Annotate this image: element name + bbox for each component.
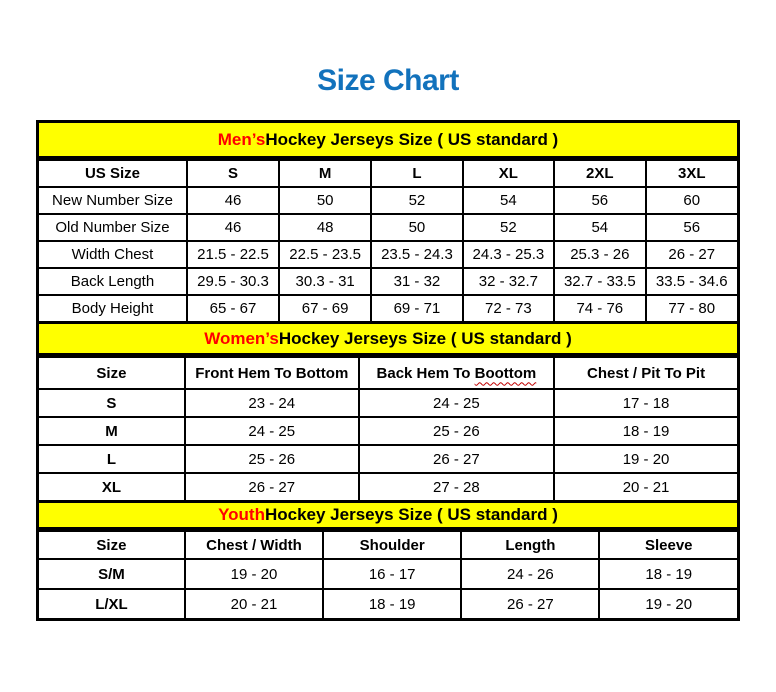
value-cell: 17 - 18: [554, 389, 737, 417]
value-cell: 21.5 - 22.5: [187, 241, 279, 268]
table-row: [39, 417, 737, 445]
table-row: [39, 559, 737, 589]
value-cell: 19 - 20: [554, 445, 737, 473]
value-cell: 18 - 19: [599, 559, 737, 589]
column-header: US Size: [39, 160, 187, 187]
table-row: [39, 295, 737, 321]
section-banner-women: [39, 321, 737, 356]
value-cell: 52: [371, 187, 462, 214]
row-label-cell: Body Height: [39, 295, 187, 321]
value-cell: 24 - 25: [185, 417, 359, 445]
value-cell: 50: [279, 187, 371, 214]
value-cell: 18 - 19: [554, 417, 737, 445]
row-label-cell: S/M: [39, 559, 185, 589]
page-title: Size Chart: [317, 64, 459, 97]
value-cell: 31 - 32: [371, 268, 462, 295]
value-cell: 27 - 28: [359, 473, 554, 500]
column-header: S: [187, 160, 279, 187]
section-table-women: [39, 356, 737, 500]
value-cell: 60: [646, 187, 737, 214]
section-banner-men: [39, 123, 737, 159]
column-header: Chest / Pit To Pit: [554, 357, 737, 389]
column-header: Front Hem To Bottom: [185, 357, 359, 389]
table-row: [39, 187, 737, 214]
section-table-youth: [39, 530, 737, 618]
section-banner-text-youth: Hockey Jerseys Size ( US standard ): [264, 505, 558, 524]
value-cell: 19 - 20: [185, 559, 323, 589]
value-cell: 77 - 80: [646, 295, 737, 321]
value-cell: 18 - 19: [323, 589, 461, 618]
value-cell: 26 - 27: [461, 589, 599, 618]
section-banner-text-men: Hockey Jerseys Size ( US standard ): [265, 129, 559, 149]
section-table-men: [39, 159, 737, 321]
section-banner-accent-youth: Youth: [218, 505, 265, 524]
column-header: M: [279, 160, 371, 187]
table-row: [39, 473, 737, 500]
value-cell: 26 - 27: [359, 445, 554, 473]
row-label-cell: Width Chest: [39, 241, 187, 268]
row-label-cell: S: [39, 389, 185, 417]
column-header: Back Hem To Boottom: [359, 357, 554, 389]
table-row: [39, 589, 737, 618]
value-cell: 20 - 21: [185, 589, 323, 618]
value-cell: 30.3 - 31: [279, 268, 371, 295]
row-label-cell: L/XL: [39, 589, 185, 618]
table-row: [39, 241, 737, 268]
value-cell: 50: [371, 214, 462, 241]
column-header: 2XL: [554, 160, 645, 187]
column-header: Length: [461, 531, 599, 559]
column-header: Size: [39, 531, 185, 559]
value-cell: 23 - 24: [185, 389, 359, 417]
value-cell: 26 - 27: [185, 473, 359, 500]
value-cell: 23.5 - 24.3: [371, 241, 462, 268]
column-header: Sleeve: [599, 531, 737, 559]
section-banner-accent-women: Women’s: [204, 328, 279, 348]
value-cell: 25 - 26: [185, 445, 359, 473]
table-row: [39, 389, 737, 417]
size-chart-tables: [36, 120, 740, 621]
value-cell: 25.3 - 26: [554, 241, 645, 268]
value-cell: 46: [187, 214, 279, 241]
value-cell: 20 - 21: [554, 473, 737, 500]
column-header-row-youth: [39, 531, 737, 559]
value-cell: 56: [646, 214, 737, 241]
row-label-cell: New Number Size: [39, 187, 187, 214]
value-cell: 24.3 - 25.3: [463, 241, 554, 268]
value-cell: 16 - 17: [323, 559, 461, 589]
column-header: Shoulder: [323, 531, 461, 559]
row-label-cell: XL: [39, 473, 185, 500]
value-cell: 74 - 76: [554, 295, 645, 321]
value-cell: 56: [554, 187, 645, 214]
value-cell: 19 - 20: [599, 589, 737, 618]
row-label-cell: Old Number Size: [39, 214, 187, 241]
misspelled-word: Boottom: [474, 364, 537, 382]
value-cell: 32.7 - 33.5: [554, 268, 645, 295]
value-cell: 54: [554, 214, 645, 241]
column-header: 3XL: [646, 160, 737, 187]
column-header: Size: [39, 357, 185, 389]
value-cell: 24 - 26: [461, 559, 599, 589]
section-banner-accent-men: Men’s: [217, 129, 266, 149]
column-header: XL: [463, 160, 554, 187]
value-cell: 24 - 25: [359, 389, 554, 417]
value-cell: 52: [463, 214, 554, 241]
value-cell: 69 - 71: [371, 295, 462, 321]
value-cell: 48: [279, 214, 371, 241]
table-row: [39, 268, 737, 295]
table-row: [39, 214, 737, 241]
value-cell: 46: [187, 187, 279, 214]
column-header-row-men: [39, 160, 737, 187]
value-cell: 54: [463, 187, 554, 214]
value-cell: 32 - 32.7: [463, 268, 554, 295]
section-banner-youth: [39, 500, 737, 530]
row-label-cell: Back Length: [39, 268, 187, 295]
column-header-row-women: [39, 357, 737, 389]
value-cell: 26 - 27: [646, 241, 737, 268]
row-label-cell: L: [39, 445, 185, 473]
value-cell: 33.5 - 34.6: [646, 268, 737, 295]
row-label-cell: M: [39, 417, 185, 445]
value-cell: 65 - 67: [187, 295, 279, 321]
value-cell: 67 - 69: [279, 295, 371, 321]
column-header: L: [371, 160, 462, 187]
value-cell: 72 - 73: [463, 295, 554, 321]
table-row: [39, 445, 737, 473]
value-cell: 22.5 - 23.5: [279, 241, 371, 268]
column-header: Chest / Width: [185, 531, 323, 559]
value-cell: 25 - 26: [359, 417, 554, 445]
section-banner-text-women: Hockey Jerseys Size ( US standard ): [278, 328, 572, 348]
value-cell: 29.5 - 30.3: [187, 268, 279, 295]
